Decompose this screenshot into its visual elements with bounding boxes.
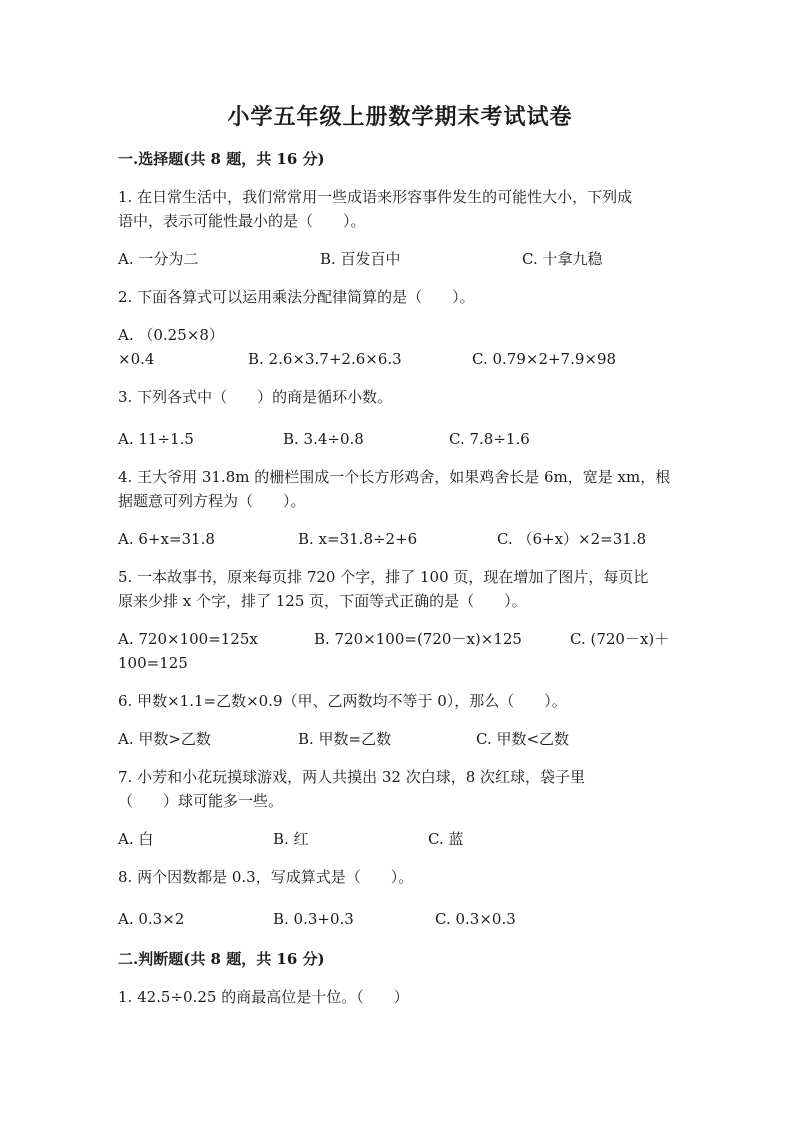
question-8-option-b: B. 0.3+0.3 [273,910,354,928]
question-6-option-a: A. 甲数>乙数 [118,730,211,748]
question-8-option-c: C. 0.3×0.3 [435,910,516,928]
question-5-option-c-line1: C. (720－x)＋ [570,630,670,648]
question-3-option-b: B. 3.4÷0.8 [283,430,364,448]
question-2-option-b: B. 2.6×3.7+2.6×6.3 [248,350,402,368]
question-4-stem-line1: 4. 王大爷用 31.8m 的栅栏围成一个长方形鸡舍，如果鸡舍长是 6m，宽是 xm，根 [118,468,671,486]
question-7-stem-line2: （ ）球可能多一些。 [118,792,284,810]
question-1-option-a: A. 一分为二 [118,250,199,268]
question-8-stem: 8. 两个因数都是 0.3，写成算式是（ ）。 [118,868,414,886]
question-6-option-b: B. 甲数=乙数 [298,730,392,748]
question-5-stem-line1: 5. 一本故事书，原来每页排 720 个字，排了 100 页，现在增加了图片，每页比 [118,568,649,586]
question-6-option-c: C. 甲数<乙数 [476,730,570,748]
question-3-option-a: A. 11÷1.5 [118,430,194,448]
section-heading-choice: 一.选择题(共 8 题，共 16 分) [118,150,325,168]
question-1-stem-line1: 1. 在日常生活中，我们常常用一些成语来形容事件发生的可能性大小，下列成 [118,188,633,206]
question-7-option-a: A. 白 [118,830,154,848]
question-4-option-a: A. 6+x=31.8 [118,530,215,548]
section-heading-judgement: 二.判断题(共 8 题，共 16 分) [118,950,325,968]
question-3-option-c: C. 7.8÷1.6 [449,430,530,448]
question-2-stem: 2. 下面各算式可以运用乘法分配律简算的是（ ）。 [118,288,475,306]
question-4-stem-line2: 据题意可列方程为（ ）。 [118,492,306,510]
question-2-option-a-line2: ×0.4 [118,350,155,368]
question-2-option-a-line1: A. （0.25×8） [118,326,224,344]
question-5-option-c-line2: 100=125 [118,654,188,672]
question-5-option-b: B. 720×100=(720－x)×125 [314,630,522,648]
question-2-option-c: C. 0.79×2+7.9×98 [472,350,617,368]
question-3-stem: 3. 下列各式中（ ）的商是循环小数。 [118,388,393,406]
question-1-option-c: C. 十拿九稳 [522,250,603,268]
question-7-option-b: B. 红 [273,830,309,848]
question-8-option-a: A. 0.3×2 [118,910,185,928]
question-1-option-b: B. 百发百中 [320,250,401,268]
page-title: 小学五年级上册数学期末考试试卷 [227,104,573,130]
question-6-stem: 6. 甲数×1.1=乙数×0.9（甲、乙两数均不等于 0），那么（ ）。 [118,692,567,710]
question-7-option-c: C. 蓝 [428,830,464,848]
question-4-option-c: C. （6+x）×2=31.8 [497,530,647,548]
question-1-stem-line2: 语中，表示可能性最小的是（ ）。 [118,212,366,230]
judgement-1-stem: 1. 42.5÷0.25 的商最高位是十位。（ ） [118,988,409,1006]
question-5-stem-line2: 原来少排 x 个字，排了 125 页，下面等式正确的是（ ）。 [118,592,527,610]
question-7-stem-line1: 7. 小芳和小花玩摸球游戏，两人共摸出 32 次白球，8 次红球，袋子里 [118,768,586,786]
question-4-option-b: B. x=31.8÷2+6 [298,530,418,548]
question-5-option-a: A. 720×100=125x [118,630,258,648]
